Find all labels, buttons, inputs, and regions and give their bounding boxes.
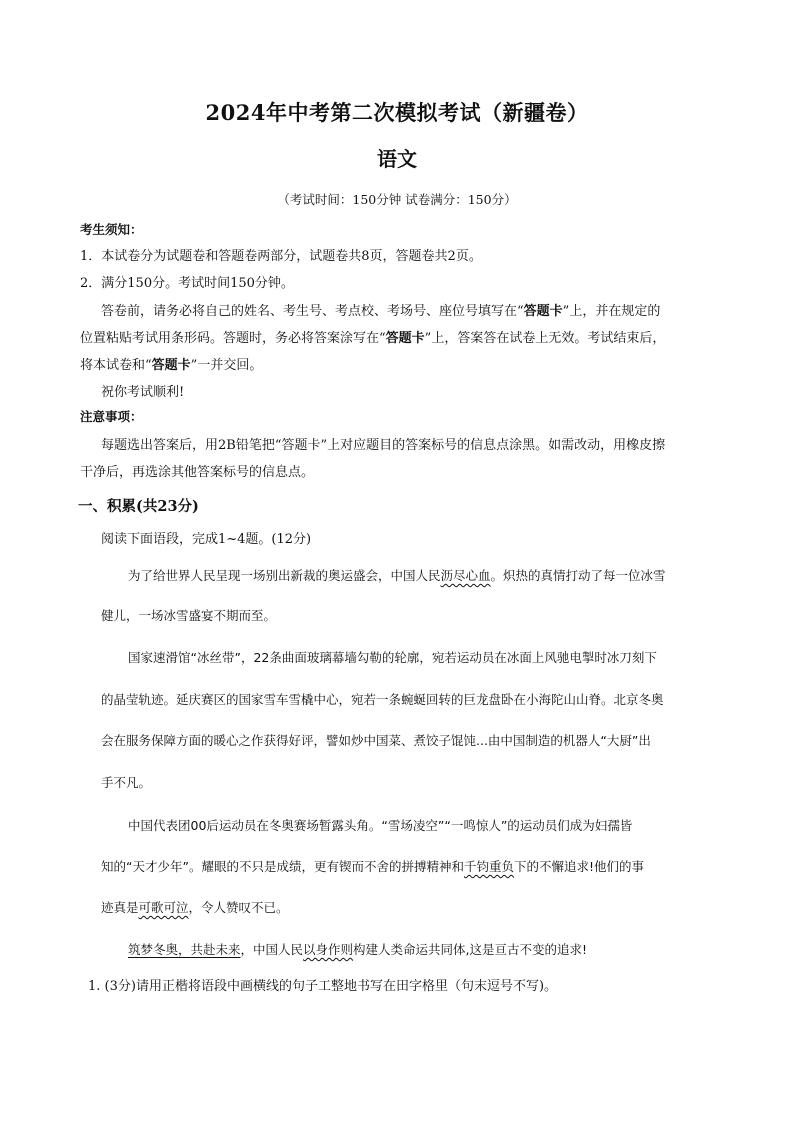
notice-text: 将本试卷和“ — [80, 358, 152, 373]
passage-p4 — [128, 940, 587, 958]
subject-title: 语文 — [377, 147, 417, 171]
passage-text: 迹真是 — [101, 900, 139, 915]
reading-instruction: 阅读下面语段，完成1~4题。(12分) — [101, 532, 312, 547]
marked-word: 千钧重负 — [463, 859, 514, 874]
caution-line-2: 干净后，再选涂其他答案标号的信息点。 — [80, 465, 315, 480]
passage-text: ，中国人民 — [240, 942, 304, 957]
passage-p2-line-3: 会在服务保障方面的暖心之作获得好评，譬如炒中国菜、煮饺子馄饨...由中国制造的机器人“大厨”出 — [101, 733, 651, 748]
notice-text: ”上，并在规定的 — [562, 304, 661, 319]
passage-p3-line-1: 中国代表团00后运动员在冬奥赛场暂露头角。“雪场凌空”“一鸣惊人”的运动员们成为妇孺皆 — [128, 818, 633, 833]
passage-text: 构建人类命运共同体,这是亘古不变的追求! — [353, 942, 588, 957]
caution-line-1: 每题选出答案后，用2B铅笔把“答题卡”上对应题目的答案标号的信息点涂黑。如需改动，用橡皮擦 — [101, 438, 666, 453]
answer-card-term: 答题卡 — [523, 304, 563, 319]
passage-p2-line-4: 手不凡。 — [101, 775, 152, 790]
notice-paragraph-line-1 — [101, 300, 660, 319]
passage-p1-line-1 — [128, 566, 666, 584]
marked-word: 以身作则 — [303, 942, 354, 957]
answer-card-term: 答题卡 — [151, 358, 191, 373]
passage-p3-line-2 — [101, 857, 644, 875]
passage-p1-line-2: 健儿，一场冰雪盛宴不期而至。 — [101, 608, 277, 623]
notice-item-2: 2．满分150分。考试时间150分钟。 — [80, 276, 294, 291]
passage-text: ，令人赞叹不已。 — [188, 900, 289, 915]
passage-text: 下的不懈追求!他们的事 — [513, 859, 644, 874]
passage-text: 。炽热的真情打动了每一位冰雪 — [490, 568, 666, 583]
notice-paragraph-line-2 — [80, 327, 665, 346]
marked-word: 可歌可泣 — [138, 900, 189, 915]
notice-heading: 考生须知： — [80, 222, 143, 237]
notice-text: ”上，答案答在试卷上无效。考试结束后， — [424, 331, 666, 346]
notice-text: 答卷前，请务必将自己的姓名、考生号、考点校、考场号、座位号填写在“ — [101, 304, 524, 319]
underlined-sentence: 筑梦冬奥，共赴未来 — [128, 942, 241, 957]
notice-item-1: 1．本试卷分为试题卷和答题卷两部分，试题卷共8页，答题卷共2页。 — [80, 249, 482, 264]
section-1-heading: 一、积累(共23分) — [78, 498, 199, 515]
passage-text: 知的“天才少年”。耀眼的不只是成绩，更有锲而不舍的拼搏精神和 — [101, 859, 464, 874]
passage-p3-line-3 — [101, 898, 289, 916]
passage-text: 为了给世界人民呈现一场别出新裁的奥运盛会，中国人民 — [128, 568, 441, 583]
good-luck-text: 祝你考试顺利! — [101, 385, 185, 400]
exam-title: 2024年中考第二次模拟考试（新疆卷） — [205, 100, 589, 125]
notice-text: ”一并交回。 — [190, 358, 263, 373]
answer-card-term: 答题卡 — [385, 331, 425, 346]
passage-p2-line-1: 国家速滑馆“冰丝带”，22条曲面玻璃幕墙勾勒的轮廓，宛若运动员在冰面上风驰电掣时冰刀刻下 — [128, 650, 657, 665]
notice-paragraph-line-3 — [80, 354, 262, 373]
passage-p2-line-2: 的晶莹轨迹。延庆赛区的国家雪车雪橇中心，宛若一条蜿蜒回转的巨龙盘卧在小海陀山山脊。北京冬奥 — [101, 692, 664, 707]
caution-heading: 注意事项： — [80, 409, 143, 424]
notice-text: 位置粘贴考试用条形码。答题时，务必将答案涂写在“ — [80, 331, 386, 346]
exam-time-info: （考试时间：150分钟 试卷满分：150分） — [277, 192, 517, 207]
marked-word: 沥尽心血 — [440, 568, 491, 583]
question-1: 1. (3分)请用正楷将语段中画横线的句子工整地书写在田字格里（句末逗号不写)。 — [88, 979, 558, 994]
